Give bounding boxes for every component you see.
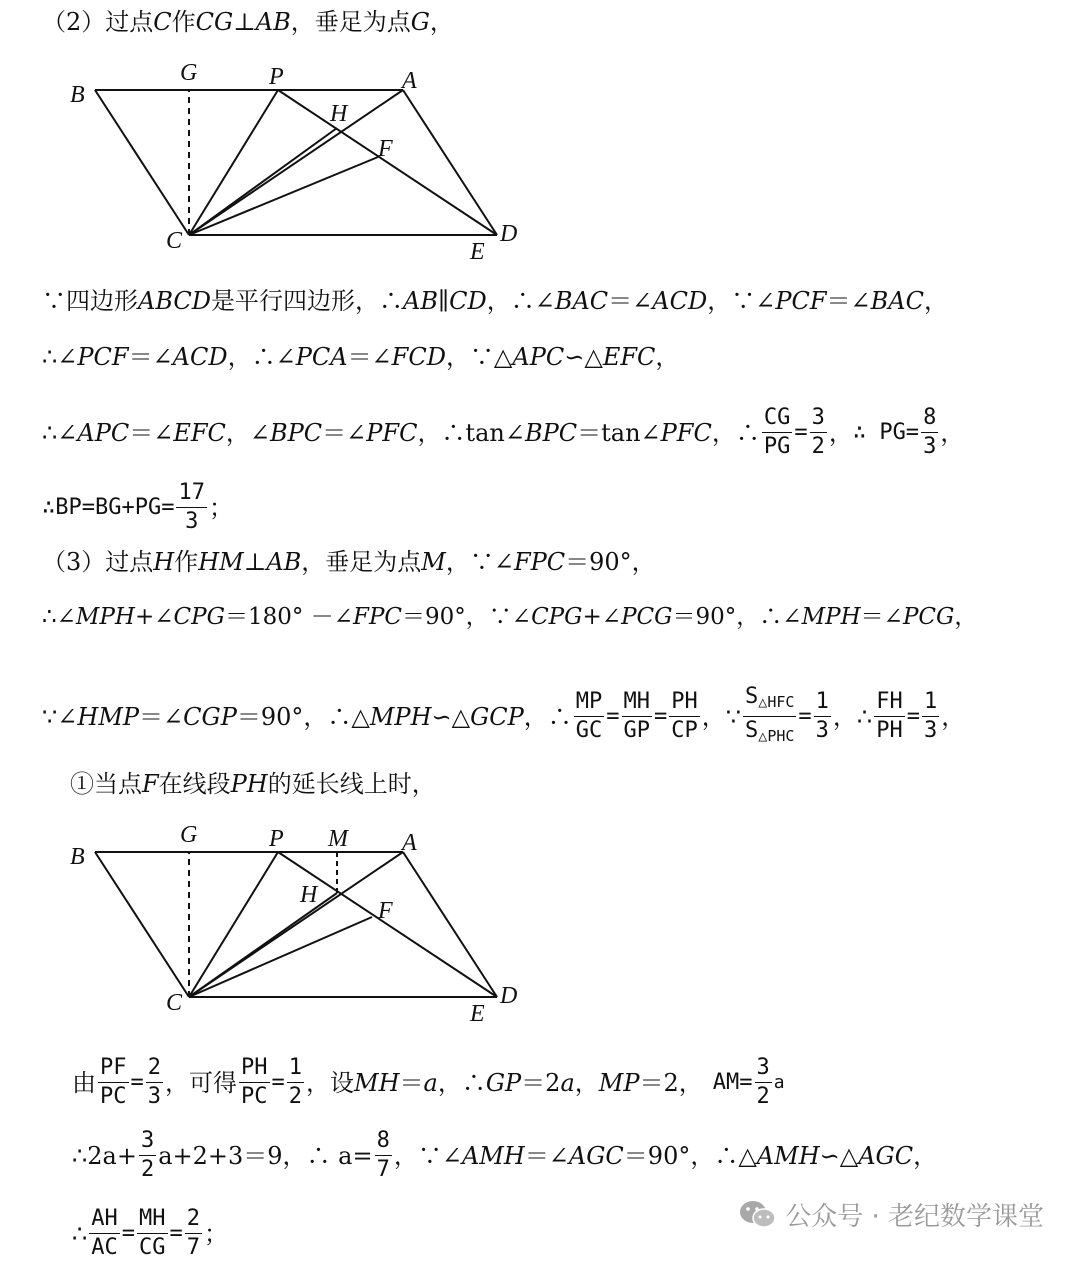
label-F: F xyxy=(378,136,393,162)
case1-line1: 由 $\frac{PF}{PC}$ = $\frac{2}{3}$ ，可得 $\frac{PH}{PC}$ = $\frac{1}{2}$ ，设 MH ＝ a ，∴ GP ＝2 a ， MP ＝2， AM= $\frac{3}{2}$ a xyxy=(72,1055,785,1109)
part3-intro: （3）过点 H 作 HM ⊥ AB ，垂足为点 M ，∵∠ FPC ＝90°， xyxy=(42,548,656,576)
segment-CF xyxy=(189,157,378,235)
fraction-8-7: $\frac{8}{7}$ xyxy=(376,1128,390,1182)
fraction-fh-ph: $\frac{FH}{PH}$ xyxy=(876,689,903,743)
label-P: P xyxy=(269,64,284,90)
fraction-ah-ac: $\frac{AH}{AC}$ xyxy=(91,1206,118,1260)
case1-line2: ∴2a+ $\frac{3}{2}$ a+2+3＝9，∴ a= $\frac{8}{7}$ ，∵∠ AMH ＝∠ AGC ＝90°，∴△ AMH ∽△ AGC ， xyxy=(72,1128,938,1182)
label-C: C xyxy=(166,990,183,1016)
segment-AD xyxy=(403,90,497,235)
part3-line1: ∴∠ MPH +∠ CPG ＝180° －∠ FPC ＝90°，∵∠ CPG +∠ PCG ＝90°，∴∠ MPH ＝∠ PCG ， xyxy=(42,604,978,630)
fraction-1-2: $\frac{1}{2}$ xyxy=(288,1055,302,1109)
fraction-17-3: $\frac{17}{3}$ xyxy=(178,480,205,534)
label-B: B xyxy=(70,82,85,108)
fraction-mh-gp: $\frac{MH}{GP}$ xyxy=(623,689,651,743)
part2-line2: ∴∠ PCF ＝∠ ACD ，∴∠ PCA ＝∠ FCD ，∵△ APC ∽△ EFC ， xyxy=(42,343,680,371)
fraction-ph-pc: $\frac{PH}{PC}$ xyxy=(241,1055,268,1109)
case1-line3: ∴ $\frac{AH}{AC}$ = $\frac{MH}{CG}$ = $\frac{2}{7}$ ； xyxy=(72,1206,229,1260)
part2-line3: ∴∠ APC ＝∠ EFC ，∠ BPC ＝∠ PFC ，∴tan∠ BPC ＝tan∠ PFC ，∴ $\frac{CG}{PG}$ = $\frac{3}{2}$ ， ∴ PG= $\frac{8}{3}$ ， xyxy=(42,405,965,459)
case1-heading: ①当点 F 在线段 PH 的延长线上时， xyxy=(70,770,436,798)
fraction-2-7: $\frac{2}{7}$ xyxy=(186,1206,201,1260)
segment-CP xyxy=(189,852,278,997)
label-H: H xyxy=(300,882,318,908)
label-D: D xyxy=(500,221,518,247)
label-M: M xyxy=(328,826,348,852)
label-F: F xyxy=(378,898,393,924)
watermark-text: 公众号 · 老纪数学课堂 xyxy=(785,1202,1044,1232)
fraction-3-2-c: $\frac{3}{2}$ xyxy=(140,1128,155,1182)
geometry-figure-1 xyxy=(60,58,540,268)
segment-BC xyxy=(95,90,189,235)
fraction-pf-pc: $\frac{PF}{PC}$ xyxy=(100,1055,127,1109)
label-A: A xyxy=(402,830,417,856)
part2-line1: ∵四边形 ABCD 是平行四边形，∴ AB ∥ CD ，∴∠ BAC ＝∠ ACD ，∵∠ PCF ＝∠ BAC ， xyxy=(42,287,948,315)
fraction-mp-gc: $\frac{MP}{GC}$ xyxy=(575,689,603,743)
label-A: A xyxy=(402,68,417,94)
label-D: D xyxy=(500,983,518,1009)
wechat-icon xyxy=(739,1199,777,1231)
fraction-8-3: $\frac{8}{3}$ xyxy=(923,405,937,459)
segment-AD xyxy=(403,852,497,997)
fraction-cg-pg: $\frac{CG}{PG}$ xyxy=(763,405,791,459)
segment-PE xyxy=(278,852,497,997)
segment-CH xyxy=(189,128,337,235)
geometry-figure-2 xyxy=(60,820,540,1030)
segment-CA xyxy=(189,90,403,235)
fraction-mh-cg: $\frac{MH}{CG}$ xyxy=(139,1206,166,1260)
label-G: G xyxy=(180,60,198,86)
part2-intro: （2）过点 C 作 CG ⊥ AB ，垂足为点 G ， xyxy=(42,8,454,36)
segment-CP xyxy=(189,90,278,235)
segment-CH xyxy=(189,893,337,997)
watermark xyxy=(739,1196,1044,1233)
label-G: G xyxy=(180,822,198,848)
fraction-ph-cp: $\frac{PH}{CP}$ xyxy=(671,689,698,743)
segment-PE xyxy=(278,90,497,235)
label-P: P xyxy=(269,826,284,852)
fraction-1-3-b: $\frac{1}{3}$ xyxy=(923,689,938,743)
fraction-1-3-a: $\frac{1}{3}$ xyxy=(815,689,829,743)
label-H: H xyxy=(330,101,348,127)
label-E: E xyxy=(470,1001,485,1027)
fraction-2-3: $\frac{2}{3}$ xyxy=(147,1055,161,1109)
label-B: B xyxy=(70,844,85,870)
segment-BC xyxy=(95,852,189,997)
part2-line4: ∴BP=BG+PG= $\frac{17}{3}$ ； xyxy=(42,480,233,534)
label-E: E xyxy=(470,239,485,265)
fraction-3-2: $\frac{3}{2}$ xyxy=(811,405,825,459)
label-C: C xyxy=(166,228,183,254)
segment-CF xyxy=(189,917,372,997)
fraction-3-2-b: $\frac{3}{2}$ xyxy=(756,1055,770,1109)
fraction-area-ratio: $\frac{S_{\triangle HFC}}{S_{\triangle PHC}}$ xyxy=(745,684,795,745)
part3-line2: ∵∠ HMP ＝∠ CGP ＝90°，∴△ MPH ∽△ GCP ，∴ $\frac{MP}{GC}$ = $\frac{MH}{GP}$ = $\frac{PH}{CP}$ ， ∵ $\frac{S_{\triangle HFC}}{S_{\triangle PHC}}$ = $\frac{1}{3}$ ， ∴ $\frac{FH}{PH}$ = $\frac{1}{3}$ ， xyxy=(42,684,965,749)
